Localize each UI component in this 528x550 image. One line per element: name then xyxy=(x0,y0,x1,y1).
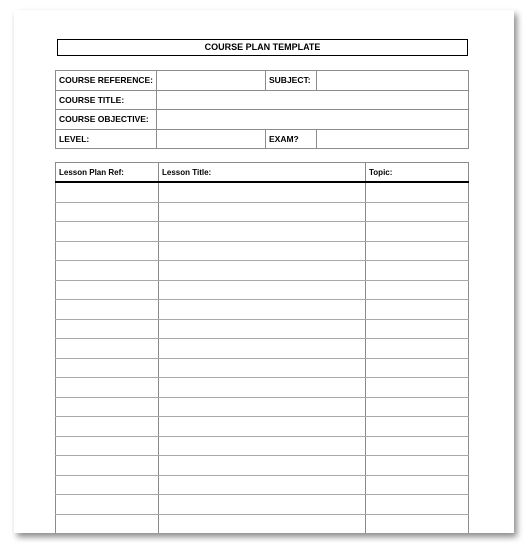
lesson-table-header-row xyxy=(56,163,469,183)
level-row xyxy=(56,129,469,149)
course-reference-field[interactable] xyxy=(157,71,266,91)
subject-label: SUBJECT: xyxy=(266,71,317,91)
lesson-title-cell[interactable] xyxy=(159,397,366,417)
topic-cell[interactable] xyxy=(366,300,469,320)
document-page xyxy=(14,10,514,533)
lesson-plan-ref-cell[interactable] xyxy=(56,319,159,339)
course-objective-row xyxy=(56,110,469,130)
topic-cell[interactable] xyxy=(366,397,469,417)
lesson-title-cell[interactable] xyxy=(159,319,366,339)
lesson-plan-ref-cell[interactable] xyxy=(56,339,159,359)
topic-cell[interactable] xyxy=(366,182,469,202)
lesson-title-cell[interactable] xyxy=(159,241,366,261)
table-row xyxy=(56,319,469,339)
lesson-plan-ref-cell[interactable] xyxy=(56,280,159,300)
lesson-title-cell[interactable] xyxy=(159,475,366,495)
lesson-plan-ref-cell[interactable] xyxy=(56,436,159,456)
topic-cell[interactable] xyxy=(366,202,469,222)
course-info-table xyxy=(55,70,469,149)
topic-cell[interactable] xyxy=(366,514,469,533)
course-objective-field[interactable] xyxy=(157,110,469,130)
lesson-title-cell[interactable] xyxy=(159,456,366,476)
table-row xyxy=(56,182,469,202)
course-title-row xyxy=(56,90,469,110)
subject-field[interactable] xyxy=(317,71,469,91)
table-row xyxy=(56,514,469,533)
course-title-label: COURSE TITLE: xyxy=(56,90,157,110)
lesson-title-cell[interactable] xyxy=(159,436,366,456)
table-row xyxy=(56,495,469,515)
lesson-title-cell[interactable] xyxy=(159,358,366,378)
exam-field[interactable] xyxy=(317,129,469,149)
table-row xyxy=(56,358,469,378)
level-field[interactable] xyxy=(157,129,266,149)
table-row xyxy=(56,261,469,281)
lesson-title-cell[interactable] xyxy=(159,514,366,533)
lesson-title-cell[interactable] xyxy=(159,280,366,300)
lesson-plan-ref-cell[interactable] xyxy=(56,475,159,495)
table-row xyxy=(56,436,469,456)
topic-cell[interactable] xyxy=(366,436,469,456)
topic-cell[interactable] xyxy=(366,475,469,495)
table-row xyxy=(56,475,469,495)
topic-header: Topic: xyxy=(366,163,469,183)
lesson-plan-ref-header: Lesson Plan Ref: xyxy=(56,163,159,183)
lesson-title-cell[interactable] xyxy=(159,222,366,242)
topic-cell[interactable] xyxy=(366,319,469,339)
topic-cell[interactable] xyxy=(366,339,469,359)
table-row xyxy=(56,300,469,320)
lesson-plan-ref-cell[interactable] xyxy=(56,261,159,281)
lesson-plan-ref-cell[interactable] xyxy=(56,456,159,476)
topic-cell[interactable] xyxy=(366,456,469,476)
table-row xyxy=(56,456,469,476)
table-row xyxy=(56,280,469,300)
lesson-title-cell[interactable] xyxy=(159,202,366,222)
course-reference-row xyxy=(56,71,469,91)
table-row xyxy=(56,339,469,359)
lesson-table-body xyxy=(56,182,469,533)
topic-cell[interactable] xyxy=(366,241,469,261)
lesson-plan-ref-cell[interactable] xyxy=(56,495,159,515)
level-label: LEVEL: xyxy=(56,129,157,149)
course-title-field[interactable] xyxy=(157,90,469,110)
lesson-plan-ref-cell[interactable] xyxy=(56,397,159,417)
topic-cell[interactable] xyxy=(366,358,469,378)
table-row xyxy=(56,202,469,222)
topic-cell[interactable] xyxy=(366,417,469,437)
lesson-title-cell[interactable] xyxy=(159,495,366,515)
topic-cell[interactable] xyxy=(366,261,469,281)
lesson-plan-ref-cell[interactable] xyxy=(56,514,159,533)
table-row xyxy=(56,222,469,242)
lesson-title-cell[interactable] xyxy=(159,339,366,359)
lesson-title-header: Lesson Title: xyxy=(159,163,366,183)
lesson-title-cell[interactable] xyxy=(159,261,366,281)
lesson-plan-ref-cell[interactable] xyxy=(56,417,159,437)
lesson-plan-ref-cell[interactable] xyxy=(56,222,159,242)
topic-cell[interactable] xyxy=(366,495,469,515)
lesson-plan-ref-cell[interactable] xyxy=(56,182,159,202)
table-row xyxy=(56,241,469,261)
course-reference-label: COURSE REFERENCE: xyxy=(56,71,157,91)
lesson-plan-ref-cell[interactable] xyxy=(56,378,159,398)
lesson-plan-ref-cell[interactable] xyxy=(56,202,159,222)
topic-cell[interactable] xyxy=(366,222,469,242)
lesson-title-cell[interactable] xyxy=(159,417,366,437)
lesson-title-cell[interactable] xyxy=(159,182,366,202)
lesson-table xyxy=(55,162,469,533)
lesson-title-cell[interactable] xyxy=(159,378,366,398)
document-title: COURSE PLAN TEMPLATE xyxy=(57,39,468,56)
topic-cell[interactable] xyxy=(366,280,469,300)
table-row xyxy=(56,397,469,417)
exam-label: EXAM? xyxy=(266,129,317,149)
table-row xyxy=(56,417,469,437)
lesson-plan-ref-cell[interactable] xyxy=(56,358,159,378)
lesson-title-cell[interactable] xyxy=(159,300,366,320)
lesson-plan-ref-cell[interactable] xyxy=(56,300,159,320)
topic-cell[interactable] xyxy=(366,378,469,398)
table-row xyxy=(56,378,469,398)
course-objective-label: COURSE OBJECTIVE: xyxy=(56,110,157,130)
lesson-plan-ref-cell[interactable] xyxy=(56,241,159,261)
